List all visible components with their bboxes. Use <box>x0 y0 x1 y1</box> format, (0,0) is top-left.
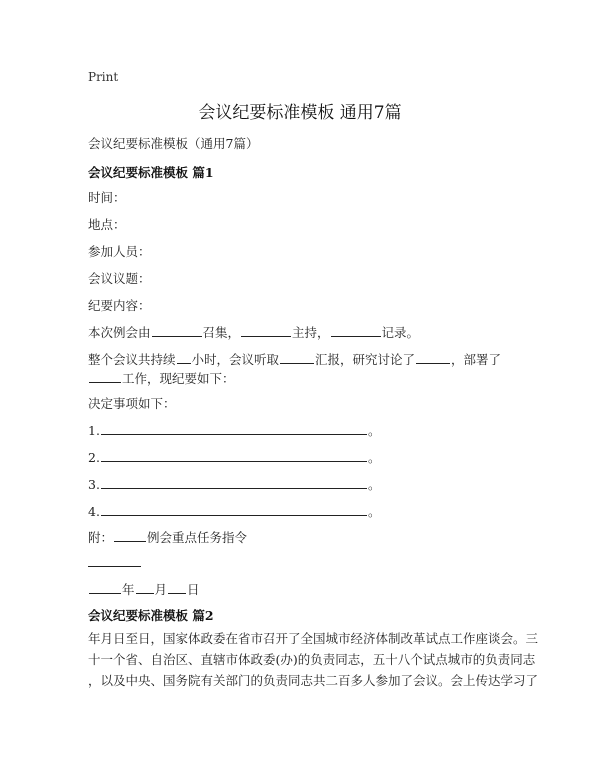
blank-field[interactable] <box>101 422 367 435</box>
item-number: 4. <box>88 504 100 519</box>
attendees-label: 参加人员： <box>88 244 151 259</box>
blank-field[interactable] <box>89 581 121 594</box>
sentence1-part2: 召集， <box>202 325 241 340</box>
decision-item <box>88 421 380 439</box>
time-label: 时间： <box>88 190 126 205</box>
decision-item <box>88 475 380 493</box>
blank-field[interactable] <box>331 324 381 337</box>
document-title: 会议纪要标准模板 通用7篇 <box>198 103 402 123</box>
item-number: 1. <box>88 423 100 438</box>
paragraph-line: ，以及中央、国务院有关部门的负责同志共二百多人参加了会议。会上传达学习了 <box>88 673 539 688</box>
date-day: 日 <box>187 582 200 597</box>
attachment-suffix: 例会重点任务指令 <box>147 530 248 545</box>
paragraph-line: 年月日至日，国家体政委在省市召开了全国城市经济体制改革试点工作座谈会。三 <box>88 631 539 646</box>
signature-line[interactable] <box>88 566 141 567</box>
blank-field[interactable] <box>280 351 314 364</box>
attachment-prefix: 附： <box>88 530 114 545</box>
sentence-duration-cont <box>88 369 235 387</box>
blank-field[interactable] <box>416 351 450 364</box>
sentence2-part5: 工作，现纪要如下： <box>122 371 235 386</box>
blank-field[interactable] <box>89 370 121 383</box>
decisions-label: 决定事项如下： <box>88 396 176 411</box>
blank-field[interactable] <box>101 476 367 489</box>
decision-item <box>88 448 380 466</box>
intro-text: 会议纪要标准模板（通用7篇） <box>88 136 259 151</box>
date-line <box>88 580 200 598</box>
sentence1-part3: 主持， <box>292 325 330 340</box>
blank-field[interactable] <box>101 503 367 516</box>
date-month: 月 <box>154 582 168 597</box>
date-year: 年 <box>122 582 135 597</box>
sentence1-part1: 本次例会由 <box>88 325 151 340</box>
decision-item <box>88 502 380 520</box>
blank-field[interactable] <box>136 581 154 594</box>
item-end: 。 <box>367 450 381 465</box>
item-end: 。 <box>367 504 381 519</box>
blank-field[interactable] <box>241 324 291 337</box>
section1-heading: 会议纪要标准模板 篇1 <box>88 165 214 180</box>
attachment-line <box>88 528 247 546</box>
place-label: 地点： <box>88 217 126 232</box>
section2-paragraph <box>88 628 539 691</box>
item-end: 。 <box>367 477 381 492</box>
sentence2-part1: 整个会议共持续 <box>88 352 176 367</box>
paragraph-line: 十一个省、自治区、直辖市体政委(办)的负责同志，五十八个试点城市的负责同志 <box>88 652 536 667</box>
sentence2-part4: ，部署了 <box>451 352 502 367</box>
sentence-convened <box>88 323 419 341</box>
section2-heading: 会议纪要标准模板 篇2 <box>88 608 214 623</box>
item-end: 。 <box>367 423 381 438</box>
blank-field[interactable] <box>177 351 191 364</box>
print-label: Print <box>88 70 119 84</box>
sentence2-part3: 汇报，研究讨论了 <box>315 352 416 367</box>
blank-field[interactable] <box>101 449 367 462</box>
sentence1-part4: 记录。 <box>381 325 420 340</box>
blank-field[interactable] <box>114 529 146 542</box>
item-number: 2. <box>88 450 100 465</box>
sentence2-part2: 小时，会议听取 <box>191 352 280 367</box>
item-number: 3. <box>88 477 100 492</box>
content-label: 纪要内容： <box>88 298 151 313</box>
blank-field[interactable] <box>168 581 186 594</box>
blank-field[interactable] <box>152 324 202 337</box>
sentence-duration <box>88 350 501 368</box>
topic-label: 会议议题： <box>88 271 151 286</box>
